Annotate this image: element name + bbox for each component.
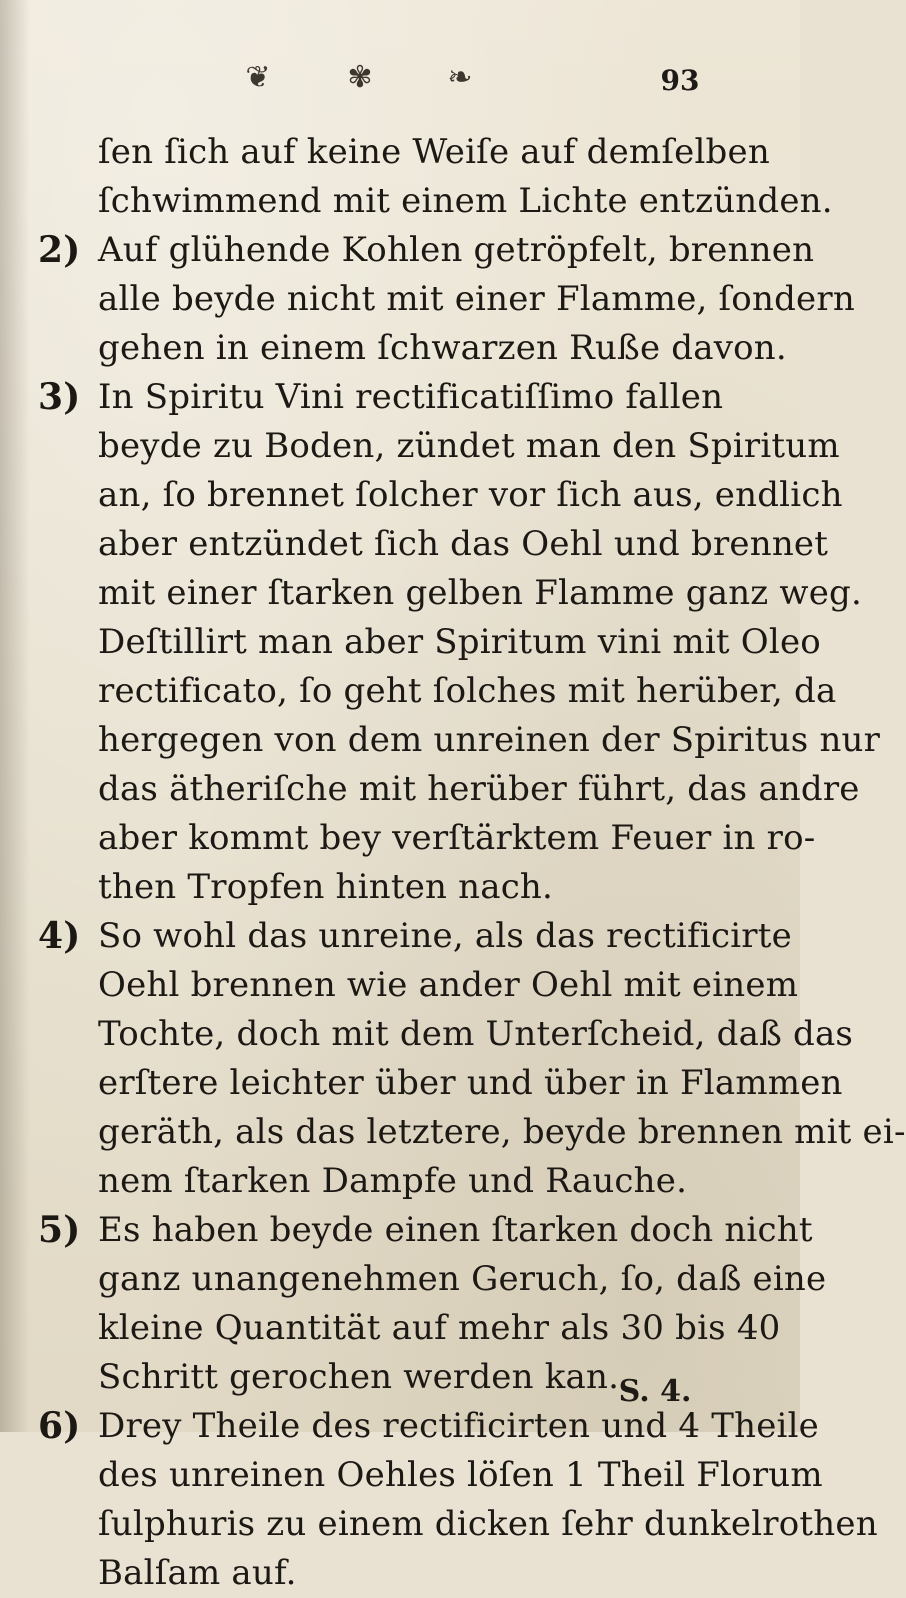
catchword: S. 4. <box>618 1374 692 1409</box>
text-line <box>38 814 816 863</box>
text-line <box>38 1255 827 1304</box>
text-line <box>38 1402 820 1451</box>
line-text: aber kommt bey verſtärktem Feuer in ro- <box>98 818 816 858</box>
line-text: kleine Quantität auf mehr als 30 bis 40 <box>98 1308 781 1348</box>
section-number: 4) <box>38 915 81 957</box>
line-text: das ätheriſche mit herüber führt, das andre <box>98 769 860 809</box>
text-line <box>38 1108 906 1157</box>
text-line <box>38 1304 781 1353</box>
line-text: Deſtillirt man aber Spiritum vini mit Oleo <box>98 622 821 662</box>
text-line <box>38 961 799 1010</box>
text-line <box>38 226 815 275</box>
line-text: Tochte, doch mit dem Unterſcheid, daß das <box>98 1014 854 1054</box>
ornament-3-icon: ❧ <box>447 60 473 95</box>
line-text: ſulphuris zu einem dicken ſehr dunkelrothen <box>98 1504 878 1544</box>
text-line <box>38 1010 854 1059</box>
line-text: ganz unangenehmen Geruch, ſo, daß eine <box>98 1259 827 1299</box>
section-number: 2) <box>38 229 81 271</box>
text-line <box>38 128 770 177</box>
line-text: des unreinen Oehles löſen 1 Theil Florum <box>98 1455 823 1495</box>
text-line <box>38 373 758 422</box>
text-line <box>38 471 843 520</box>
text-line <box>38 863 758 912</box>
line-text: Oehl brennen wie ander Oehl mit einem <box>98 965 799 1005</box>
text-line <box>38 667 837 716</box>
page-number: 93 <box>660 64 700 97</box>
section-number: 5) <box>38 1209 81 1251</box>
page-header <box>0 56 800 112</box>
ornament-2-icon: ✾ <box>347 60 373 95</box>
line-text: gehen in einem ſchwarzen Ruße davon. <box>98 328 787 368</box>
text-line <box>38 1059 843 1108</box>
line-text: So wohl das unreine, als das rectificirte <box>98 916 792 956</box>
line-text: nem ſtarken Dampfe und Rauche. <box>98 1161 688 1201</box>
line-text: ſchwimmend mit einem Lichte entzünden. <box>98 181 833 221</box>
line-text: geräth, als das letztere, beyde brennen mit ei- <box>98 1112 906 1152</box>
section-number: 6) <box>38 1405 81 1447</box>
text-line <box>38 618 821 667</box>
ornament-1-icon: ❦ <box>245 60 271 95</box>
text-line <box>38 1451 823 1500</box>
page-gutter-shadow <box>0 0 30 1432</box>
line-text: Es haben beyde einen ſtarken doch nicht <box>98 1210 813 1250</box>
text-line <box>38 520 829 569</box>
text-line <box>38 765 860 814</box>
line-text: ſen ſich auf keine Weiſe auf demſelben <box>98 132 770 172</box>
line-text: Auf glühende Kohlen getröpfelt, brennen <box>98 230 815 270</box>
line-text: Schritt gerochen werden kan. <box>98 1357 620 1397</box>
line-text: erſtere leichter über und über in Flammen <box>98 1063 843 1103</box>
text-line <box>38 1157 758 1206</box>
text-line <box>38 324 787 373</box>
line-text: then Tropfen hinten nach. <box>98 867 554 907</box>
line-text: mit einer ſtarken gelben Flamme ganz weg. <box>98 573 863 613</box>
line-text: beyde zu Boden, zündet man den Spiritum <box>98 426 840 466</box>
line-text: In Spiritu Vini rectificatiſſimo fallen <box>98 377 724 417</box>
text-line <box>38 569 863 618</box>
line-text: aber entzündet ſich das Oehl und brennet <box>98 524 829 564</box>
line-text: rectificato, ſo geht ſolches mit herüber, da <box>98 671 837 711</box>
text-line <box>38 177 833 226</box>
text-line <box>38 1206 813 1255</box>
line-text: Balſam auf. <box>98 1553 297 1593</box>
line-text: hergegen von dem unreinen der Spiritus nur <box>98 720 881 760</box>
text-line <box>38 912 792 961</box>
line-text: alle beyde nicht mit einer Flamme, ſondern <box>98 279 855 319</box>
line-text: an, ſo brennet ſolcher vor ſich aus, endlich <box>98 475 843 515</box>
text-line <box>38 275 855 324</box>
text-line <box>38 1500 878 1549</box>
text-line <box>38 422 840 471</box>
section-number: 3) <box>38 376 81 418</box>
line-text: Drey Theile des rectificirten und 4 Theile <box>98 1406 820 1446</box>
text-line <box>38 716 881 765</box>
text-line <box>38 1549 758 1598</box>
